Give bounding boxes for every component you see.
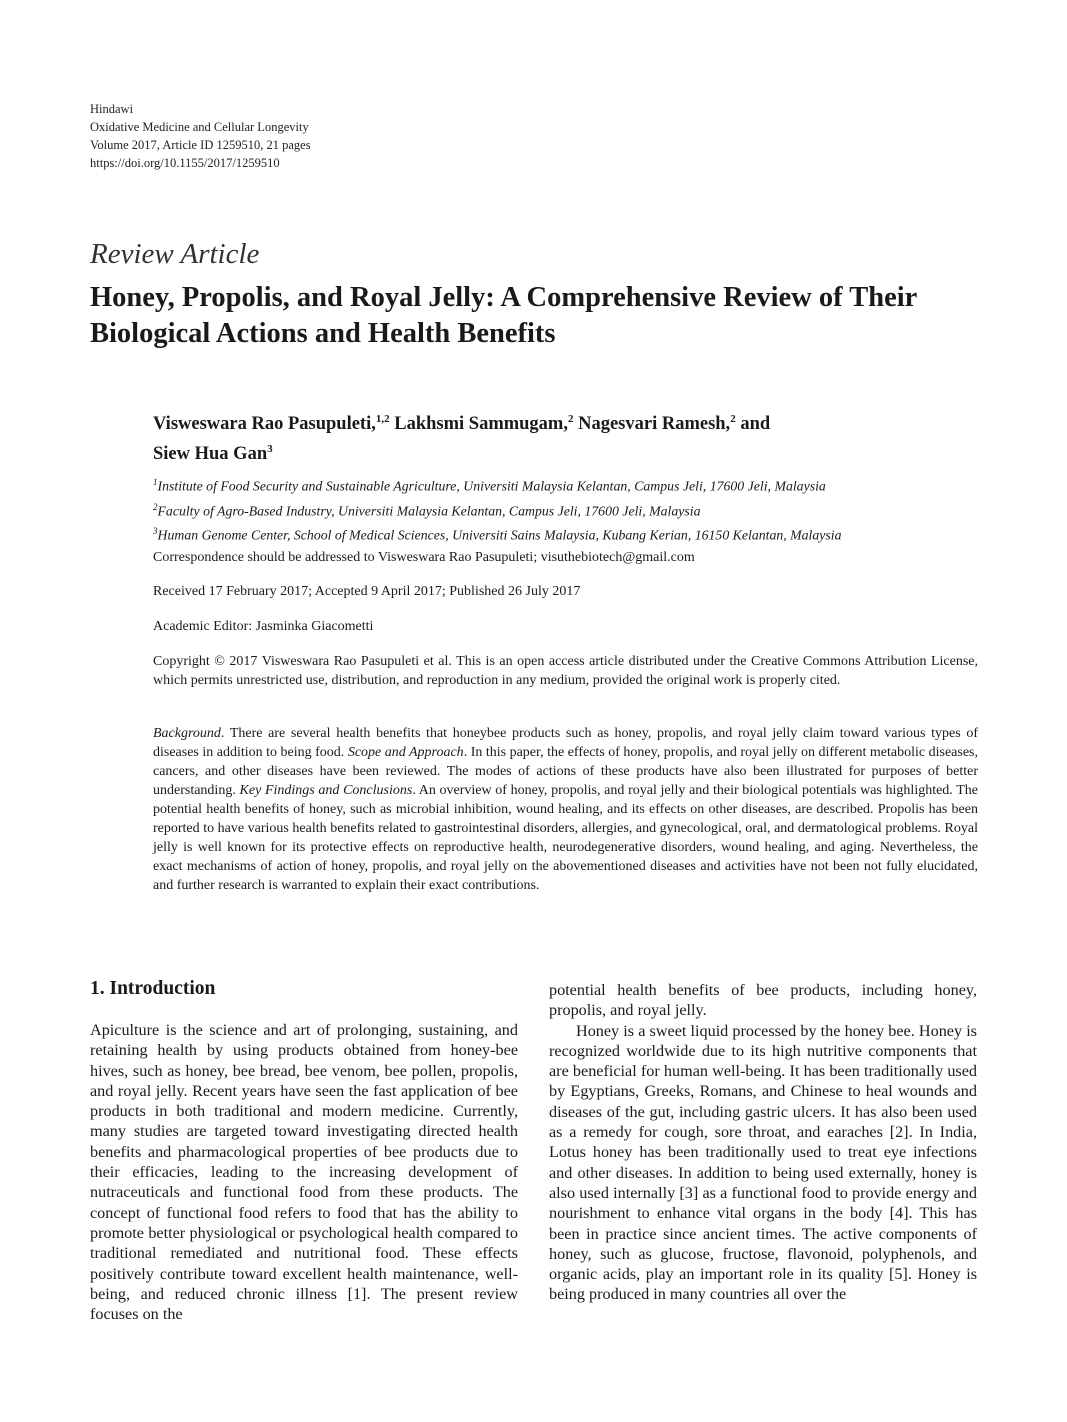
article-title: Honey, Propolis, and Royal Jelly: A Comprehensive Review of Their Biological Actions and Health Benefits bbox=[90, 282, 917, 349]
affiliation-item bbox=[153, 521, 983, 546]
abstract-background-text: . There are several health benefits that honeybee products such as honey, propolis, and royal jelly claim toward various types of diseases in addition to being food. bbox=[153, 726, 978, 760]
journal-header bbox=[90, 100, 311, 172]
abstract bbox=[153, 724, 978, 895]
affiliation-text: Institute of Food Security and Sustainable Agriculture, Universiti Malaysia Kelantan, Campus Jeli, 17600 Jeli, Malaysia bbox=[157, 478, 826, 494]
abstract-findings-text: . An overview of honey, propolis, and royal jelly and their biological potentials was highlighted. The potential health benefits of honey, such as microbial inhibition, wound healing, and its effects on other diseases, are described. Propolis has been reported to have various health benefits related to gastrointestinal disorders, allergies, and gynecological, oral, and dermatological problems. Royal jelly is well known for its protective effects on reproductive health, neurodegenerative disorders, wound healing, and aging. Nevertheless, the exact mechanisms of action of honey, propolis, and royal jelly on the abovementioned diseases and activities have not been not fully elucidated, and further research is warranted to explain their exact contributions. bbox=[153, 783, 978, 893]
intro-paragraph: Honey is a sweet liquid processed by the honey bee. Honey is recognized worldwide due to its high nutritive components that are beneficial for human well-being. It has been traditionally used by Egyptians, Greeks, Romans, and Chinese to heal wounds and diseases of the gut, including gastric ulcers. It has also been used as a remedy for cough, sore throat, and earaches [2]. In India, Lotus honey has been traditionally used to treat eye infections and other diseases. In addition to being used externally, honey is also used internally [3] as a functional food to provide energy and nourishment to enhance vital organs in the body [4]. This has been in practice since ancient times. The active components of honey, such as glucose, fructose, flavonoid, polyphenols, and organic acids, play an important role in its quality [5]. Honey is being produced in many countries all over the bbox=[549, 1021, 977, 1304]
affiliation-text: Human Genome Center, School of Medical Sciences, Universiti Sains Malaysia, Kubang Kerian, 16150 Kelantan, Malaysia bbox=[157, 527, 842, 543]
publication-dates: Received 17 February 2017; Accepted 9 April 2017; Published 26 July 2017 bbox=[153, 584, 581, 599]
intro-paragraph-continued: potential health benefits of bee products, including honey, propolis, and royal jelly. bbox=[549, 981, 977, 1020]
publisher-name: Hindawi bbox=[90, 102, 134, 116]
right-column bbox=[549, 980, 977, 1305]
abstract-background-label: Background bbox=[153, 726, 221, 741]
article-type: Review Article bbox=[90, 238, 260, 270]
affiliation-number: 3 bbox=[153, 526, 158, 537]
abstract-scope-text: . In this paper, the effects of honey, propolis, and royal jelly on different metabolic diseases, cancers, and other diseases have been reviewed. The modes of actions of these products have also been illustrated for purposes of better understanding. bbox=[153, 745, 978, 798]
author-conjunction: and bbox=[740, 414, 771, 435]
author-list bbox=[153, 407, 983, 467]
volume-info: Volume 2017, Article ID 1259510, 21 pages bbox=[90, 138, 311, 152]
section-heading: 1. Introduction bbox=[90, 978, 216, 999]
intro-paragraph: Apiculture is the science and art of prolonging, sustaining, and retaining health by using products obtained from honey-bee hives, such as honey, bee bread, bee venom, bee pollen, propolis, and royal jelly. Recent years have seen the fast application of bee products in both traditional and modern medicine. Currently, many studies are targeted toward investigating directed health benefits and pharmacological properties of bee products due to their efficacies, leading to the increasing development of nutraceuticals and functional food from these products. The concept of functional food refers to food that has the ability to promote better physiological or psychological health compared to traditional remediated and nutritional food. These effects positively contribute toward excellent health maintenance, well-being, and reduced chronic illness [1]. The present review focuses on the bbox=[90, 1021, 518, 1324]
left-column bbox=[90, 1020, 518, 1324]
correspondence-line: Correspondence should be addressed to Visweswara Rao Pasupuleti; visuthebiotech@gmail.com bbox=[153, 550, 695, 565]
author-affiliation-number: 2 bbox=[730, 413, 736, 425]
affiliation-number: 1 bbox=[153, 477, 158, 487]
copyright-notice: Copyright © 2017 Visweswara Rao Pasupuleti et al. This is an open access article distributed under the Creative Commons Attribution License, which permits unrestricted use, distribution, and reproduction in any medium, provided the original work is properly cited. bbox=[153, 654, 978, 688]
affiliation-item bbox=[153, 472, 983, 497]
abstract-findings-label: Key Findings and Conclusions bbox=[239, 783, 413, 798]
affiliation-item bbox=[153, 497, 983, 522]
author-name: Nagesvari Ramesh, bbox=[578, 414, 731, 435]
affiliation-number: 2 bbox=[153, 501, 158, 512]
journal-name: Oxidative Medicine and Cellular Longevity bbox=[90, 120, 309, 134]
doi-link[interactable]: https://doi.org/10.1155/2017/1259510 bbox=[90, 156, 280, 170]
author-affiliation-number: 3 bbox=[267, 443, 273, 456]
author-name: Siew Hua Gan bbox=[153, 444, 268, 465]
author-name: Lakhsmi Sammugam, bbox=[394, 414, 568, 435]
author-name: Visweswara Rao Pasupuleti, bbox=[153, 414, 376, 435]
author-affiliation-number: 1,2 bbox=[375, 413, 390, 425]
affiliation-text: Faculty of Agro-Based Industry, Universiti Malaysia Kelantan, Campus Jeli, 17600 Jeli, Malaysia bbox=[157, 503, 701, 519]
affiliation-list bbox=[153, 472, 983, 546]
abstract-scope-label: Scope and Approach bbox=[347, 745, 464, 760]
author-affiliation-number: 2 bbox=[567, 413, 574, 425]
academic-editor: Academic Editor: Jasminka Giacometti bbox=[153, 619, 374, 634]
